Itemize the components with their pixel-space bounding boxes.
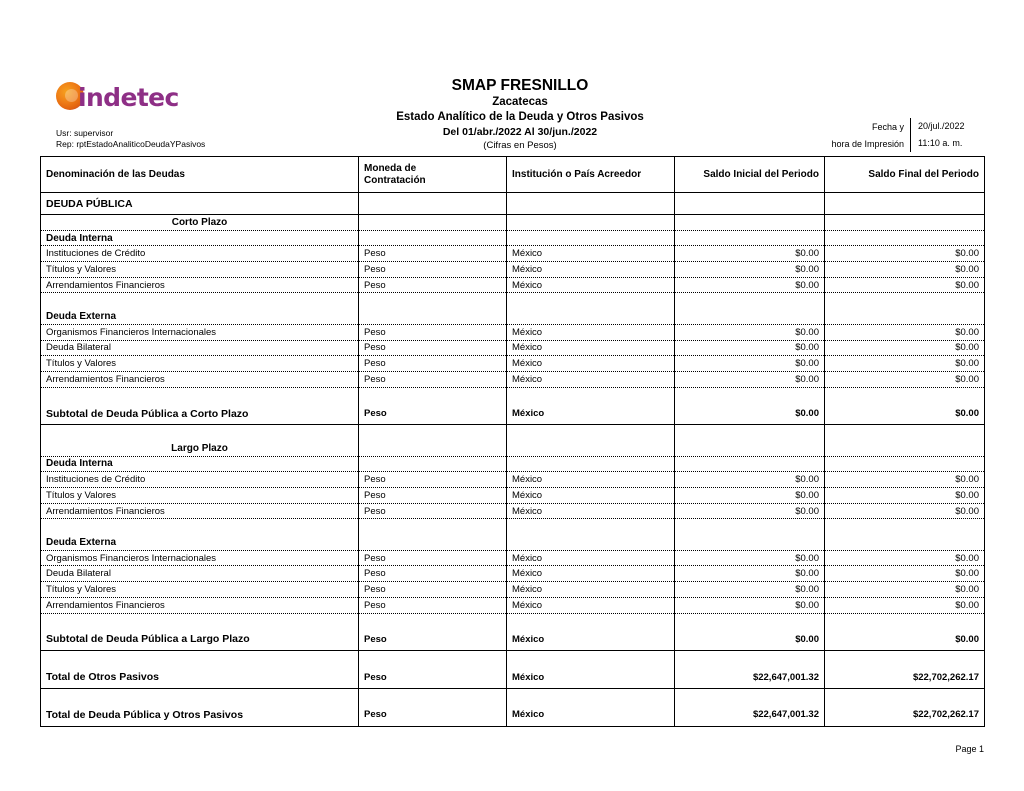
table-row — [41, 704, 985, 726]
cell-saldo-final: $0.00 — [825, 503, 985, 519]
table-row — [41, 472, 985, 488]
cell-saldo-inicial: $0.00 — [675, 246, 825, 262]
cell-saldo-inicial: $0.00 — [675, 472, 825, 488]
cell-denominacion: Organismos Financieros Internacionales — [41, 550, 359, 566]
cell-denominacion: Arrendamientos Financieros — [41, 371, 359, 387]
table-row — [41, 582, 985, 598]
report-period: Del 01/abr./2022 Al 30/jun./2022 — [442, 126, 598, 138]
cell-saldo-final — [825, 425, 985, 441]
cell-saldo-inicial: $0.00 — [675, 488, 825, 504]
cell-saldo-inicial: $0.00 — [675, 550, 825, 566]
cell-saldo-inicial: $0.00 — [675, 371, 825, 387]
table-spacer-row — [41, 293, 985, 309]
cell-saldo-final: $0.00 — [825, 324, 985, 340]
table-row — [41, 230, 985, 246]
cell-denominacion: Títulos y Valores — [41, 262, 359, 278]
cell-saldo-inicial — [675, 440, 825, 456]
table-row — [41, 666, 985, 688]
debt-report-table — [40, 156, 985, 727]
cell-saldo-inicial: $0.00 — [675, 582, 825, 598]
cell-institucion: México — [507, 262, 675, 278]
cell-denominacion — [41, 293, 359, 309]
print-info — [824, 118, 984, 152]
cell-denominacion: Deuda Interna — [41, 456, 359, 472]
print-time-row — [824, 135, 984, 152]
page-subtitle: Zacatecas — [492, 96, 548, 108]
cell-moneda: Peso — [359, 488, 507, 504]
report-id-line: Rep: rptEstadoAnaliticoDeudaYPasivos — [56, 139, 206, 149]
cell-saldo-inicial — [675, 309, 825, 325]
cell-moneda — [359, 651, 507, 667]
cell-saldo-inicial: $0.00 — [675, 324, 825, 340]
cell-saldo-inicial: $0.00 — [675, 597, 825, 613]
cell-moneda: Peso — [359, 324, 507, 340]
cell-saldo-final — [825, 293, 985, 309]
cell-moneda — [359, 193, 507, 215]
cell-institucion: México — [507, 666, 675, 688]
table-spacer-row — [41, 688, 985, 704]
cell-moneda — [359, 535, 507, 551]
col-saldo-inicial: Saldo Inicial del Periodo — [675, 157, 825, 193]
table-spacer-row — [41, 387, 985, 403]
table-row — [41, 503, 985, 519]
print-time-label: hora de Impresión — [831, 138, 904, 149]
col-institucion: Institución o País Acreedor — [507, 157, 675, 193]
cell-saldo-final: $0.00 — [825, 277, 985, 293]
table-row — [41, 215, 985, 231]
cell-institucion — [507, 519, 675, 535]
cell-moneda: Peso — [359, 550, 507, 566]
cell-moneda — [359, 456, 507, 472]
table-row — [41, 340, 985, 356]
cell-moneda: Peso — [359, 246, 507, 262]
table-row — [41, 488, 985, 504]
cell-moneda: Peso — [359, 472, 507, 488]
cell-saldo-final: $0.00 — [825, 246, 985, 262]
cell-denominacion: Largo Plazo — [41, 440, 359, 456]
user-line: Usr: supervisor — [56, 128, 114, 138]
cell-saldo-final: $22,702,262.17 — [825, 666, 985, 688]
page-number: Page 1 — [955, 744, 984, 754]
cell-denominacion: Deuda Bilateral — [41, 566, 359, 582]
cell-saldo-inicial — [675, 688, 825, 704]
table-header — [41, 157, 985, 193]
cell-moneda: Peso — [359, 666, 507, 688]
cell-institucion — [507, 293, 675, 309]
cell-denominacion: Subtotal de Deuda Pública a Largo Plazo — [41, 629, 359, 651]
table-row — [41, 356, 985, 372]
cell-saldo-final: $0.00 — [825, 597, 985, 613]
cell-denominacion — [41, 688, 359, 704]
cell-moneda — [359, 215, 507, 231]
cell-saldo-inicial — [675, 193, 825, 215]
cell-moneda: Peso — [359, 262, 507, 278]
cell-denominacion: Deuda Bilateral — [41, 340, 359, 356]
cell-saldo-final: $0.00 — [825, 340, 985, 356]
cell-institucion: México — [507, 488, 675, 504]
cell-institucion: México — [507, 566, 675, 582]
table-row — [41, 535, 985, 551]
cell-denominacion: Corto Plazo — [41, 215, 359, 231]
cell-saldo-inicial: $0.00 — [675, 503, 825, 519]
cell-denominacion: Títulos y Valores — [41, 356, 359, 372]
cell-denominacion: Total de Otros Pasivos — [41, 666, 359, 688]
cell-institucion — [507, 425, 675, 441]
table-row — [41, 456, 985, 472]
col-moneda-line2: Contratación — [364, 174, 426, 186]
cell-saldo-final: $0.00 — [825, 403, 985, 425]
cell-saldo-inicial — [675, 293, 825, 309]
cell-saldo-final — [825, 613, 985, 629]
cell-saldo-final — [825, 519, 985, 535]
cell-institucion — [507, 309, 675, 325]
cell-saldo-inicial: $0.00 — [675, 566, 825, 582]
cell-saldo-final: $0.00 — [825, 356, 985, 372]
cell-moneda: Peso — [359, 503, 507, 519]
table-row — [41, 550, 985, 566]
table-spacer-row — [41, 519, 985, 535]
cell-saldo-final: $0.00 — [825, 472, 985, 488]
cell-saldo-inicial — [675, 425, 825, 441]
table-row — [41, 309, 985, 325]
cell-institucion: México — [507, 704, 675, 726]
cell-saldo-inicial — [675, 651, 825, 667]
cell-denominacion: Deuda Interna — [41, 230, 359, 246]
cell-institucion — [507, 387, 675, 403]
table-spacer-row — [41, 425, 985, 441]
table-row — [41, 277, 985, 293]
cell-institucion — [507, 440, 675, 456]
cell-institucion — [507, 535, 675, 551]
cell-denominacion: Instituciones de Crédito — [41, 472, 359, 488]
cell-denominacion: DEUDA PÚBLICA — [41, 193, 359, 215]
cell-saldo-final: $0.00 — [825, 371, 985, 387]
indetec-logo — [56, 80, 191, 114]
print-date-label: Fecha y — [871, 121, 904, 132]
table-row — [41, 629, 985, 651]
cell-saldo-inicial — [675, 519, 825, 535]
cell-institucion: México — [507, 582, 675, 598]
cell-saldo-final: $0.00 — [825, 488, 985, 504]
cell-moneda: Peso — [359, 371, 507, 387]
cell-saldo-inicial — [675, 535, 825, 551]
cell-denominacion — [41, 519, 359, 535]
indetec-logo-text: indetec — [78, 83, 179, 112]
cell-denominacion: Arrendamientos Financieros — [41, 277, 359, 293]
cell-moneda: Peso — [359, 629, 507, 651]
cell-moneda: Peso — [359, 277, 507, 293]
cell-saldo-inicial: $0.00 — [675, 356, 825, 372]
cell-denominacion: Deuda Externa — [41, 309, 359, 325]
print-time-value: 11:10 a. m. — [910, 135, 984, 152]
page-title: SMAP FRESNILLO — [451, 77, 589, 94]
cell-saldo-final — [825, 651, 985, 667]
col-moneda — [359, 157, 507, 193]
col-saldo-final: Saldo Final del Periodo — [825, 157, 985, 193]
cell-moneda — [359, 613, 507, 629]
cell-saldo-inicial: $0.00 — [675, 277, 825, 293]
table-row — [41, 262, 985, 278]
cell-saldo-final: $22,702,262.17 — [825, 704, 985, 726]
cell-institucion: México — [507, 371, 675, 387]
cell-denominacion: Arrendamientos Financieros — [41, 597, 359, 613]
cell-saldo-inicial: $0.00 — [675, 403, 825, 425]
cell-denominacion — [41, 651, 359, 667]
table-body — [41, 193, 985, 727]
cell-saldo-inicial — [675, 613, 825, 629]
cell-saldo-inicial: $0.00 — [675, 340, 825, 356]
cell-saldo-final: $0.00 — [825, 629, 985, 651]
cell-saldo-final: $0.00 — [825, 262, 985, 278]
cell-institucion: México — [507, 550, 675, 566]
cell-saldo-final — [825, 440, 985, 456]
cell-institucion — [507, 651, 675, 667]
cell-denominacion: Instituciones de Crédito — [41, 246, 359, 262]
table-row — [41, 566, 985, 582]
cell-institucion: México — [507, 403, 675, 425]
cell-moneda: Peso — [359, 582, 507, 598]
cell-saldo-final — [825, 215, 985, 231]
cell-saldo-final — [825, 309, 985, 325]
cell-institucion: México — [507, 246, 675, 262]
cell-saldo-inicial: $22,647,001.32 — [675, 704, 825, 726]
table-row — [41, 440, 985, 456]
cell-moneda — [359, 425, 507, 441]
cell-moneda: Peso — [359, 403, 507, 425]
cell-institucion — [507, 193, 675, 215]
table-row — [41, 193, 985, 215]
cell-institucion: México — [507, 277, 675, 293]
cell-saldo-final — [825, 535, 985, 551]
cell-saldo-final: $0.00 — [825, 566, 985, 582]
table-row — [41, 371, 985, 387]
cell-moneda: Peso — [359, 566, 507, 582]
report-name: Estado Analítico de la Deuda y Otros Pasivos — [396, 111, 644, 123]
cell-institucion: México — [507, 503, 675, 519]
cell-denominacion — [41, 425, 359, 441]
cell-saldo-final — [825, 456, 985, 472]
table-row — [41, 403, 985, 425]
cell-saldo-final — [825, 193, 985, 215]
cell-denominacion: Subtotal de Deuda Pública a Corto Plazo — [41, 403, 359, 425]
table-row — [41, 324, 985, 340]
cell-institucion — [507, 613, 675, 629]
col-moneda-line1: Moneda de — [364, 162, 417, 174]
cell-saldo-inicial: $0.00 — [675, 262, 825, 278]
cell-moneda: Peso — [359, 597, 507, 613]
cell-denominacion: Total de Deuda Pública y Otros Pasivos — [41, 704, 359, 726]
cell-institucion — [507, 456, 675, 472]
cell-institucion: México — [507, 356, 675, 372]
cell-institucion: México — [507, 597, 675, 613]
cell-denominacion: Arrendamientos Financieros — [41, 503, 359, 519]
cell-saldo-final: $0.00 — [825, 582, 985, 598]
report-title-block — [270, 76, 770, 153]
cell-moneda — [359, 230, 507, 246]
cell-moneda — [359, 519, 507, 535]
table-row — [41, 246, 985, 262]
cell-saldo-inicial — [675, 215, 825, 231]
table-row — [41, 597, 985, 613]
cell-saldo-final — [825, 387, 985, 403]
cell-moneda: Peso — [359, 704, 507, 726]
cell-denominacion — [41, 387, 359, 403]
cell-institucion — [507, 215, 675, 231]
cell-institucion: México — [507, 340, 675, 356]
cell-denominacion: Títulos y Valores — [41, 582, 359, 598]
col-denominacion: Denominación de las Deudas — [41, 157, 359, 193]
cell-institucion: México — [507, 324, 675, 340]
table-spacer-row — [41, 651, 985, 667]
cell-institucion — [507, 230, 675, 246]
print-date-row — [824, 118, 984, 135]
cell-institucion — [507, 688, 675, 704]
cell-saldo-final: $0.00 — [825, 550, 985, 566]
cell-saldo-final — [825, 688, 985, 704]
print-date-value: 20/jul./2022 — [910, 118, 984, 135]
report-meta-left — [56, 128, 205, 150]
table-header-row — [41, 157, 985, 193]
cell-moneda: Peso — [359, 356, 507, 372]
cell-saldo-inicial — [675, 387, 825, 403]
cell-moneda — [359, 387, 507, 403]
cell-saldo-inicial: $0.00 — [675, 629, 825, 651]
cell-denominacion: Organismos Financieros Internacionales — [41, 324, 359, 340]
cell-moneda — [359, 309, 507, 325]
cell-moneda — [359, 293, 507, 309]
table-spacer-row — [41, 613, 985, 629]
cell-moneda — [359, 440, 507, 456]
cell-denominacion — [41, 613, 359, 629]
cell-moneda: Peso — [359, 340, 507, 356]
cell-institucion: México — [507, 629, 675, 651]
cell-saldo-final — [825, 230, 985, 246]
report-units: (Cifras en Pesos) — [483, 140, 557, 151]
cell-moneda — [359, 688, 507, 704]
cell-saldo-inicial: $22,647,001.32 — [675, 666, 825, 688]
cell-institucion: México — [507, 472, 675, 488]
cell-denominacion: Deuda Externa — [41, 535, 359, 551]
cell-saldo-inicial — [675, 456, 825, 472]
cell-denominacion: Títulos y Valores — [41, 488, 359, 504]
cell-saldo-inicial — [675, 230, 825, 246]
report-header — [40, 62, 984, 154]
